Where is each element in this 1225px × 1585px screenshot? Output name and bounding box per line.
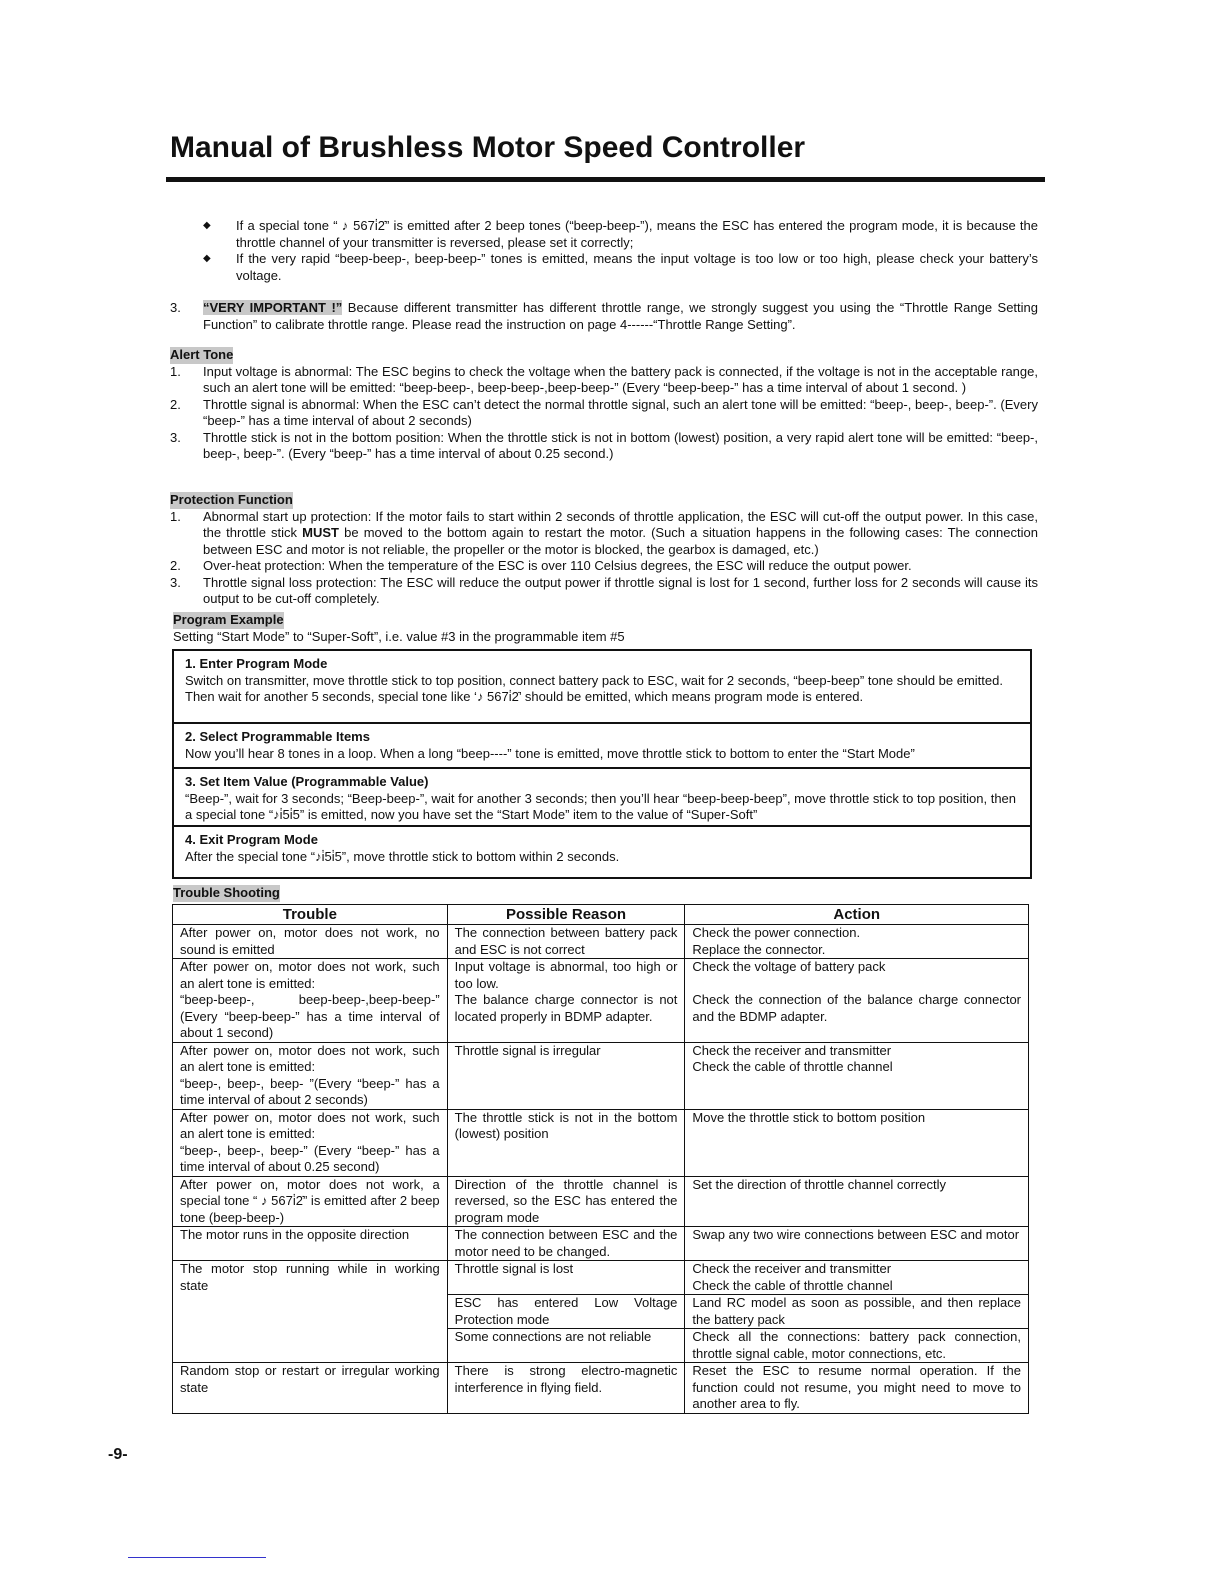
step-title: 2. Select Programmable Items xyxy=(185,729,370,744)
table-cell: Throttle signal is irregular xyxy=(447,1042,685,1109)
step-title: 4. Exit Program Mode xyxy=(185,832,318,847)
table-row xyxy=(173,959,1029,1043)
table-row xyxy=(173,1109,1029,1176)
table-cell: Check the receiver and transmitter Check the cable of throttle channel xyxy=(685,1261,1029,1295)
table-cell: Some connections are not reliable xyxy=(447,1329,685,1363)
program-step xyxy=(174,651,1030,724)
table-cell: The connection between ESC and the motor need to be changed. xyxy=(447,1227,685,1261)
table-cell: Check the power connection. Replace the connector. xyxy=(685,925,1029,959)
table-cell: After power on, motor does not work, no sound is emitted xyxy=(173,925,448,959)
table-cell: The motor runs in the opposite direction xyxy=(173,1227,448,1261)
table-cell: Check the receiver and transmitter Check the cable of throttle channel xyxy=(685,1042,1029,1109)
table-row xyxy=(173,1363,1029,1414)
section-heading: Trouble Shooting xyxy=(173,885,280,900)
program-subtitle: Setting “Start Mode” to “Super-Soft”, i.e. value #3 in the programmable item #5 xyxy=(173,628,625,644)
step-text: Switch on transmitter, move throttle stick to top position, connect battery pack to ESC, wait for 2 seconds, “beep-beep” tone should be emitted. Then wait for another 5 seconds, special tone like ‘♪ 567i̇2̇’ should be emitted, which means program mode is entered. xyxy=(185,672,1003,704)
important-note xyxy=(170,300,1038,333)
table-cell: Move the throttle stick to bottom position xyxy=(685,1109,1029,1176)
page-number: -9- xyxy=(108,1446,128,1463)
protection-item: Throttle signal loss protection: The ESC will reduce the output power if throttle signal is lost for 1 second, further loss for 2 seconds will cause its output to be cut-off completely. xyxy=(203,574,1038,606)
protection-item: Over-heat protection: When the temperature of the ESC is over 110 Celsius degrees, the ESC will reduce the output power. xyxy=(203,558,912,573)
table-cell: After power on, motor does not work, such an alert tone is emitted: “beep-, beep-, beep-” (Every “beep-” has a time interval of about 0.25 second) xyxy=(173,1109,448,1176)
table-cell: After power on, motor does not work, a special tone “ ♪ 567i̇2̇” is emitted after 2 beep tone (beep-beep-) xyxy=(173,1176,448,1227)
section-heading: Alert Tone xyxy=(170,347,234,362)
important-label: “VERY IMPORTANT !” xyxy=(203,300,343,315)
step-title: 3. Set Item Value (Programmable Value) xyxy=(185,774,429,789)
column-header: Action xyxy=(685,905,1029,925)
table-cell: The throttle stick is not in the bottom (lowest) position xyxy=(447,1109,685,1176)
title-divider xyxy=(166,177,1045,182)
protection-text: Abnormal start up protection: If the motor fails to start within 2 seconds of throttle application, the ESC will cut-off the output power. In this case, the throttle stick xyxy=(203,508,1038,540)
program-example-heading xyxy=(173,612,1041,645)
step-text: After the special tone “♪i̇5i̇5”, move throttle stick to bottom within 2 seconds. xyxy=(185,848,620,864)
column-header: Possible Reason xyxy=(447,905,685,925)
diamond-icon: ◆ xyxy=(203,220,211,231)
diamond-icon: ◆ xyxy=(203,253,211,264)
table-cell: After power on, motor does not work, such an alert tone is emitted: “beep-beep-, beep-beep-,beep-beep-” (Every “beep-beep-” has a time interval of about 1 second) xyxy=(173,959,448,1043)
table-cell: Random stop or restart or irregular working state xyxy=(173,1363,448,1414)
table-cell: Land RC model as soon as possible, and then replace the battery pack xyxy=(685,1295,1029,1329)
table-cell: ESC has entered Low Voltage Protection mode xyxy=(447,1295,685,1329)
important-text: Because different transmitter has different throttle range, we strongly suggest you using the “Throttle Range Setting Function” to calibrate throttle range. Please read the instruction on page 4------“Throttle Range Setting”. xyxy=(203,300,1039,332)
table-cell: There is strong electro-magnetic interference in flying field. xyxy=(447,1363,685,1414)
table-cell: Direction of the throttle channel is reversed, so the ESC has entered the program mode xyxy=(447,1176,685,1227)
alert-item: Input voltage is abnormal: The ESC begins to check the voltage when the battery pack is connected, if the voltage is not in the acceptable range, such an alert tone will be emitted: “beep-beep-, beep-beep-,beep-beep-” (Every “beep-beep-” has a time interval of about 1 second. ) xyxy=(203,363,1038,395)
table-cell: After power on, motor does not work, such an alert tone is emitted: “beep-, beep-, beep- ”(Every “beep-” has a time interval of about 2 seconds) xyxy=(173,1042,448,1109)
program-step xyxy=(174,827,1030,877)
table-cell: Throttle signal is lost xyxy=(447,1261,685,1295)
bullet-text: If the very rapid “beep-beep-, beep-beep-” tones is emitted, means the input voltage is too low or too high, please check your battery’s voltage. xyxy=(236,251,1038,283)
trouble-shooting-table xyxy=(172,904,1029,1414)
table-row xyxy=(173,1176,1029,1227)
table-row xyxy=(173,1227,1029,1261)
alert-item: Throttle signal is abnormal: When the ESC can’t detect the normal throttle signal, such an alert tone will be emitted: “beep-, beep-, beep-”. (Every “beep-” has a time interval of about 2 seconds) xyxy=(203,396,1038,428)
table-cell: The motor stop running while in working state xyxy=(173,1261,448,1363)
column-header: Trouble xyxy=(173,905,448,925)
link-underline xyxy=(128,1557,266,1558)
table-cell: The connection between battery pack and ESC is not correct xyxy=(447,925,685,959)
table-cell: Input voltage is abnormal, too high or too low. The balance charge connector is not located properly in BDMP adapter. xyxy=(447,959,685,1043)
table-row xyxy=(173,1261,1029,1295)
table-cell: Reset the ESC to resume normal operation. If the function could not resume, you might need to move to another area to fly. xyxy=(685,1363,1029,1414)
step-title: 1. Enter Program Mode xyxy=(185,656,328,671)
intro-bullets xyxy=(170,218,1038,284)
table-cell: Check all the connections: battery pack connection, throttle signal cable, motor connections, etc. xyxy=(685,1329,1029,1363)
bullet-item xyxy=(170,218,1038,251)
alert-tone-section: Alert Tone 1. Input voltage is abnormal: The ESC begins to check the voltage when the battery pack is connected, if the voltage is not in the acceptable range, such an alert tone will be emitted: “beep-beep-, beep-beep-,beep-beep-” (Every “beep-beep-” has a time interval of about 1 second. ) 2. Throttle signal is abnormal: When the ESC can’t detect the normal throttle signal, such an alert tone will be emitted: “beep-, beep-, beep-”. (Every “beep-” has a time interval of about 2 seconds) 3. Throttle stick is not in the bottom position: When the throttle stick is not in bottom (lowest) position, a very rapid alert tone will be emitted: “beep-, beep-, beep-”. (Every “beep-” has a time interval of about 0.25 second.) xyxy=(170,347,1038,461)
protection-text: be moved to the bottom again to restart the motor. (Such a situation happens in the following cases: The connection between ESC and motor is not reliable, the propeller or the motor is blocked, the gearbox is damaged, etc.) xyxy=(203,525,1038,557)
table-cell: Check the voltage of battery pack Check the connection of the balance charge connector and the BDMP adapter. xyxy=(685,959,1029,1043)
alert-item: Throttle stick is not in the bottom position: When the throttle stick is not in bottom (lowest) position, a very rapid alert tone will be emitted: “beep-, beep-, beep-”. (Every “beep-” has a time interval of about 0.25 second.) xyxy=(203,429,1038,461)
item-number: 3. xyxy=(170,300,181,315)
section-heading: Protection Function xyxy=(170,492,293,507)
table-cell: Swap any two wire connections between ESC and motor xyxy=(685,1227,1029,1261)
program-step xyxy=(174,769,1030,827)
step-text: Now you’ll hear 8 tones in a loop. When a long “beep----” tone is emitted, move throttle stick to bottom to enter the “Start Mode” xyxy=(185,745,915,761)
table-row xyxy=(173,1042,1029,1109)
step-text: “Beep-”, wait for 3 seconds; “Beep-beep-”, wait for another 3 seconds; then you’ll hear “beep-beep-beep”, move throttle stick to top position, then a special tone “♪i̇5i̇5” is emitted, now you have set the “Start Mode” item to the value of “Super-Soft” xyxy=(185,790,1017,822)
program-steps-box xyxy=(172,649,1032,879)
emphasis: MUST xyxy=(302,525,339,540)
bullet-item xyxy=(170,251,1038,284)
page-title: Manual of Brushless Motor Speed Controller xyxy=(170,131,806,164)
section-heading: Program Example xyxy=(173,612,284,627)
protection-section: Protection Function 1. Abnormal start up protection: If the motor fails to start within 2 seconds of throttle application, the ESC will cut-off the output power. In this case, the throttle stick MUST be moved to the bottom again to restart the motor. (Such a situation happens in the following cases: The connection between ESC and motor is not reliable, the propeller or the motor is blocked, the gearbox is damaged, etc.) 2. Over-heat protection: When the temperature of the ESC is over 110 Celsius degrees, the ESC will reduce the output power. 3. Throttle signal loss protection: The ESC will reduce the output power if throttle signal is lost for 1 second, further loss for 2 seconds will cause its output to be cut-off completely. xyxy=(170,492,1038,606)
bullet-text: If a special tone “ ♪ 567i̇2̇” is emitted after 2 beep tones (“beep-beep-”), means the ESC has entered the program mode, it is because the throttle channel of your transmitter is reversed, please set it correctly; xyxy=(236,218,1038,250)
program-step xyxy=(174,724,1030,769)
table-cell: Set the direction of throttle channel correctly xyxy=(685,1176,1029,1227)
trouble-heading xyxy=(173,885,1041,902)
table-row xyxy=(173,925,1029,959)
